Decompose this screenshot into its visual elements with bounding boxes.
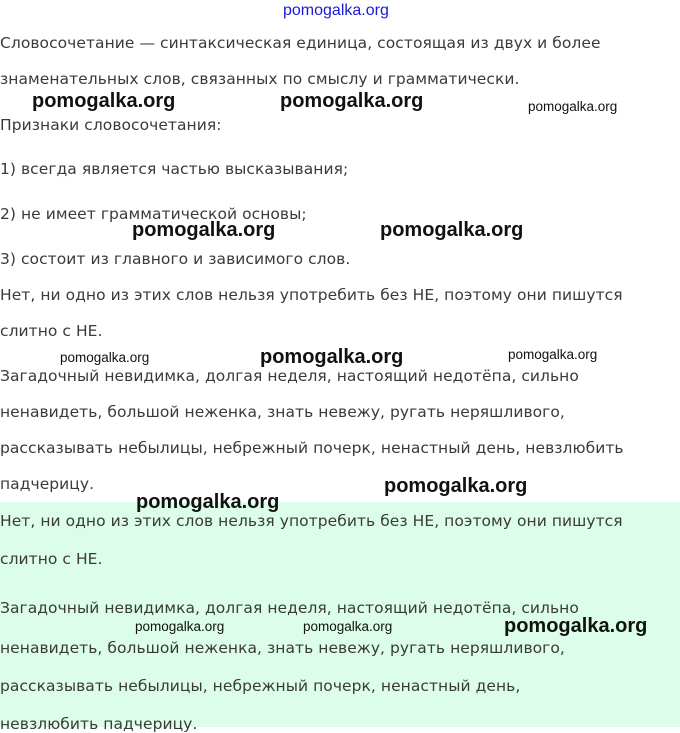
answer-list-line-4: невзлюбить падчерицу. bbox=[0, 715, 198, 733]
task-list-line-4: падчерицу. bbox=[0, 475, 95, 493]
watermark: pomogalka.org bbox=[380, 219, 524, 241]
task-rule-line-1: Нет, ни одно из этих слов нельзя употребить без НЕ, поэтому они пишутся bbox=[0, 286, 623, 304]
watermark: pomogalka.org bbox=[60, 350, 150, 365]
watermark: pomogalka.org bbox=[260, 346, 404, 368]
watermark: pomogalka.org bbox=[504, 615, 648, 637]
watermark: pomogalka.org bbox=[32, 90, 176, 112]
watermark: pomogalka.org bbox=[136, 491, 280, 513]
task-list-line-3: рассказывать небылицы, небрежный почерк, ненастный день, невзлюбить bbox=[0, 439, 624, 457]
sign-item-1: 1) всегда является частью высказывания; bbox=[0, 160, 349, 178]
task-list-line-1: Загадочный невидимка, долгая неделя, настоящий недотёпа, сильно bbox=[0, 367, 579, 385]
watermark: pomogalka.org bbox=[132, 219, 276, 241]
definition-line-1: Словосочетание — синтаксическая единица, состоящая из двух и более bbox=[0, 34, 601, 52]
header-watermark: pomogalka.org bbox=[283, 2, 389, 19]
definition-line-2: знаменательных слов, связанных по смыслу и грамматически. bbox=[0, 70, 520, 88]
sign-item-2: 2) не имеет грамматической основы; bbox=[0, 205, 307, 223]
watermark: pomogalka.org bbox=[384, 475, 528, 497]
watermark: pomogalka.org bbox=[508, 347, 598, 362]
answer-list-line-2: ненавидеть, большой неженка, знать невежу, ругать неряшливого, bbox=[0, 639, 565, 657]
watermark: pomogalka.org bbox=[528, 99, 618, 114]
watermark: pomogalka.org bbox=[135, 619, 225, 634]
answer-list-line-1: Загадочный невидимка, долгая неделя, настоящий недотёпа, сильно bbox=[0, 599, 579, 617]
task-list-line-2: ненавидеть, большой неженка, знать невежу, ругать неряшливого, bbox=[0, 403, 565, 421]
watermark: pomogalka.org bbox=[303, 619, 393, 634]
sign-item-3: 3) состоит из главного и зависимого слов. bbox=[0, 250, 351, 268]
answer-rule-line-1: Нет, ни одно из этих слов нельзя употребить без НЕ, поэтому они пишутся bbox=[0, 512, 623, 530]
watermark: pomogalka.org bbox=[280, 90, 424, 112]
task-rule-line-2: слитно с НЕ. bbox=[0, 322, 103, 340]
signs-heading: Признаки словосочетания: bbox=[0, 116, 222, 134]
answer-list-line-3: рассказывать небылицы, небрежный почерк, ненастный день, bbox=[0, 677, 521, 695]
answer-rule-line-2: слитно с НЕ. bbox=[0, 550, 103, 568]
